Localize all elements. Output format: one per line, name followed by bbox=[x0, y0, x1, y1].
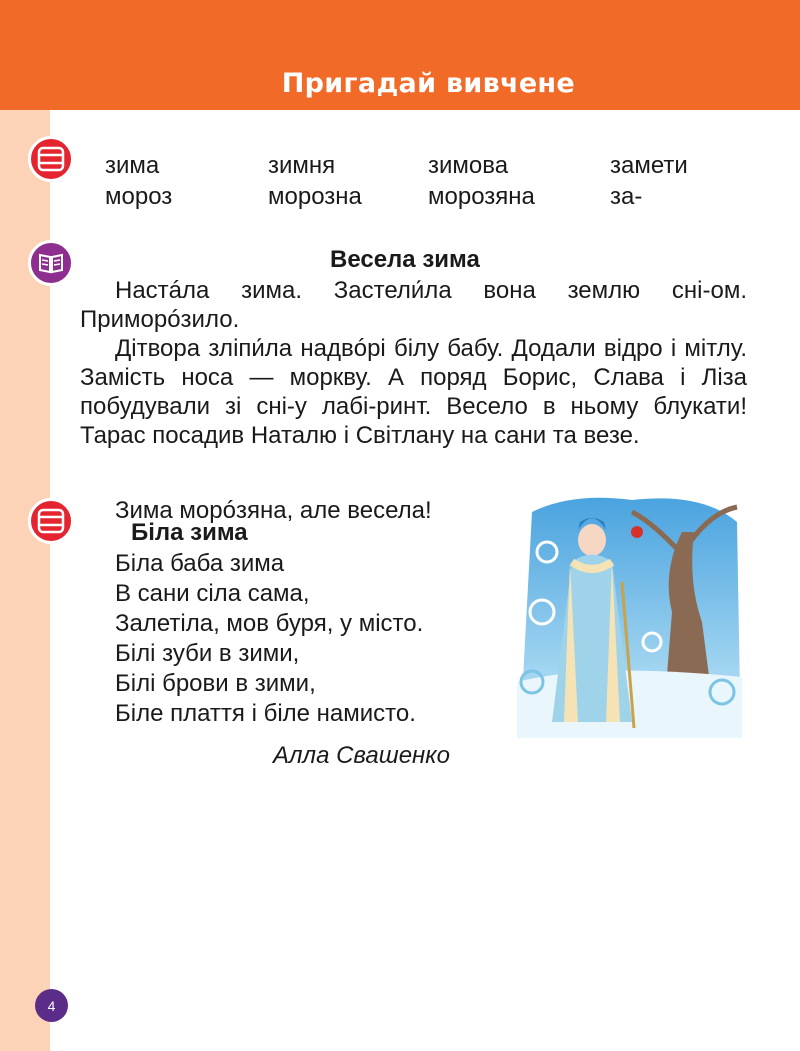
snow-queen-illustration bbox=[512, 492, 747, 738]
story-title: Весела зима bbox=[330, 246, 480, 273]
poem-text bbox=[115, 549, 423, 729]
poem-line: Білі брови в зими, bbox=[115, 670, 316, 697]
poem-line: Залетіла, мов буря, у місто. bbox=[115, 610, 424, 637]
page-number: 4 bbox=[35, 989, 68, 1022]
open-book-icon bbox=[28, 240, 74, 286]
page-title: Пригадай вивчене bbox=[281, 68, 575, 99]
story-paragraph: Дітвора зліпи́ла надвóрі білу бабу. Додали відро і мітлу. Замість носа — моркву. А поряд Борис, Слава і Ліза побудували зі сні-у лабі-ринт. Весело в ньому блукати! Тарас посадив Наталю і Світлану на сани та везе. bbox=[80, 335, 747, 449]
poem-title: Біла зима bbox=[131, 519, 248, 546]
poem-line: Білі зуби в зими, bbox=[115, 640, 300, 667]
word: мороз bbox=[105, 183, 173, 210]
story-last-line: Зима морóзяна, але весела! bbox=[115, 497, 432, 524]
word: морозна bbox=[268, 183, 362, 210]
poem-author: Алла Свашенко bbox=[273, 742, 450, 769]
word: зимова bbox=[428, 152, 509, 179]
poem-line: В сани сіла сама, bbox=[115, 580, 310, 607]
story-paragraph: Настáла зима. Застели́ла вона землю сні-ом. Приморóзило. bbox=[80, 277, 747, 333]
word-row bbox=[105, 150, 710, 181]
poem-line: Біле плаття і біле намисто. bbox=[115, 700, 416, 727]
word: морозяна bbox=[428, 183, 535, 210]
word: замети bbox=[610, 152, 688, 179]
word-list bbox=[105, 150, 710, 212]
word-row bbox=[105, 181, 710, 212]
list-icon bbox=[28, 498, 74, 544]
story-text bbox=[80, 276, 747, 450]
list-icon bbox=[28, 136, 74, 182]
word: зимня bbox=[268, 152, 336, 179]
word: за- bbox=[610, 183, 643, 210]
poem-line: Біла баба зима bbox=[115, 550, 285, 577]
word: зима bbox=[105, 152, 160, 179]
